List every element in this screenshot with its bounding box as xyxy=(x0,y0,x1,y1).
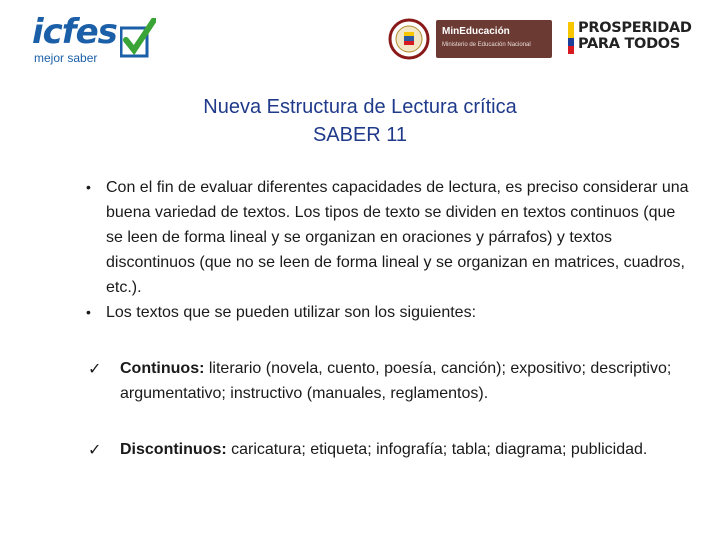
prosperidad-line2: PARA TODOS xyxy=(578,36,680,52)
check-icon xyxy=(120,18,156,58)
ministry-subtitle: Ministerio de Educación Nacional xyxy=(442,42,531,48)
checklist-item-continuos xyxy=(120,356,700,406)
checkmark-icon: ✓ xyxy=(88,442,102,459)
bullet-icon: • xyxy=(86,179,91,195)
prosperidad-line1: PROSPERIDAD xyxy=(578,20,692,36)
ministry-box xyxy=(436,20,552,58)
slide-title xyxy=(0,93,720,149)
flag-blue-stripe xyxy=(568,38,574,46)
flag-red-stripe xyxy=(568,46,574,54)
title-line2: SABER 11 xyxy=(312,124,408,146)
checklist-item-discontinuos xyxy=(120,437,700,462)
title-line1: Nueva Estructura de Lectura crítica xyxy=(203,96,517,118)
flag-yellow-stripe xyxy=(568,22,574,38)
item-text: caricatura; etiqueta; infografía; tabla; diagrama; publicidad. xyxy=(226,441,648,458)
icfes-tagline: mejor saber xyxy=(34,51,98,65)
mineducacion-logo xyxy=(388,18,554,60)
bullet-paragraph-1: Con el fin de evaluar diferentes capacidades de lectura, es preciso considerar una buena variedad de textos. Los tipos de texto se dividen en textos continuos (que se leen de forma lineal y se organizan en oraciones y párrafos) y textos discontinuos (que no se leen de forma lineal y se organizan en matrices, cuadros, etc.). xyxy=(106,179,689,296)
bullet-icon: • xyxy=(86,304,91,320)
colombia-seal-icon xyxy=(388,18,430,60)
prosperidad-text xyxy=(578,20,692,52)
icfes-logo xyxy=(30,14,160,66)
ministry-name: MinEducación xyxy=(442,26,510,37)
icfes-wordmark: icfes xyxy=(32,12,117,52)
bullet-paragraph-2: Los textos que se pueden utilizar son los siguientes: xyxy=(106,304,477,321)
prosperidad-logo xyxy=(568,20,696,56)
item-text: literario (novela, cuento, poesía, canción); expositivo; descriptivo; argumentativo; instructivo (manuales, reglamentos). xyxy=(120,360,672,402)
item-term: Continuos: xyxy=(120,360,205,377)
checkmark-icon: ✓ xyxy=(88,361,102,378)
item-term: Discontinuos: xyxy=(120,441,227,458)
